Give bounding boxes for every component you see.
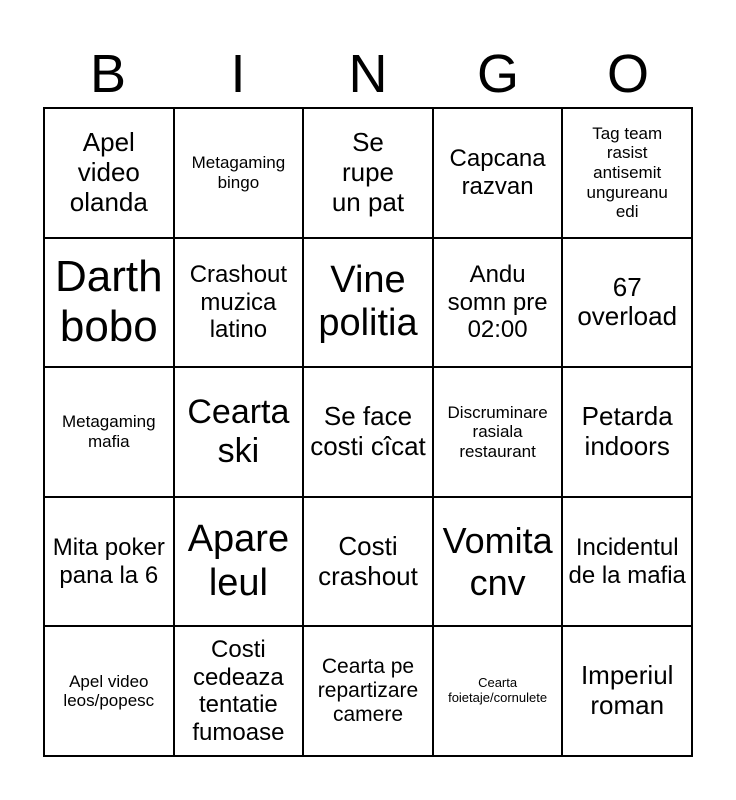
bingo-cell-r5c4[interactable]: [433, 626, 563, 756]
header-letter-g: G: [476, 44, 519, 104]
cell-label: Incidentul de la mafia: [568, 534, 686, 589]
header-letter-o: O: [606, 44, 649, 104]
header-letter-i: I: [230, 44, 246, 104]
cell-label: Se face costi cîcat: [310, 401, 426, 461]
cell-label: Vine politia: [318, 258, 418, 345]
bingo-cell-r2c3[interactable]: [303, 238, 433, 368]
cell-label: Apel video leos/popesc: [63, 671, 155, 711]
cell-label: Cearta ski: [187, 392, 290, 470]
bingo-cell-r4c5[interactable]: [562, 497, 692, 627]
bingo-cell-r1c3[interactable]: [303, 108, 433, 238]
cell-label: Darth bobo: [55, 251, 163, 352]
bingo-cell-r5c5[interactable]: [562, 626, 692, 756]
cell-label: Imperiul roman: [580, 660, 674, 721]
bingo-cell-r2c4[interactable]: [433, 238, 563, 368]
bingo-cell-r1c2[interactable]: [174, 108, 304, 238]
cell-label: 67 overload: [577, 271, 678, 332]
cell-label: Cearta foietaje/cornulete: [448, 675, 548, 706]
cell-label: Metagaming bingo: [191, 153, 286, 192]
bingo-cell-r4c2[interactable]: [174, 497, 304, 627]
header-letter-n: N: [348, 44, 388, 104]
bingo-cell-r1c4[interactable]: [433, 108, 563, 238]
bingo-cell-r2c1[interactable]: [44, 238, 174, 368]
cell-label: Crashout muzica latino: [189, 261, 288, 344]
cell-label: Costi crashout: [318, 530, 418, 591]
cell-label: Apel video olanda: [69, 126, 148, 217]
bingo-grid: [43, 107, 693, 757]
bingo-header: [43, 40, 693, 108]
header-letter-b: B: [89, 44, 127, 104]
bingo-cell-r4c4[interactable]: [433, 497, 563, 627]
bingo-cell-r5c1[interactable]: [44, 626, 174, 756]
bingo-cell-r2c2[interactable]: [174, 238, 304, 368]
cell-label: Discruminare rasiala restaurant: [447, 402, 548, 461]
bingo-cell-r3c2[interactable]: [174, 367, 304, 497]
cell-label: Petarda indoors: [581, 401, 673, 461]
bingo-cell-r5c2[interactable]: [174, 626, 304, 756]
bingo-cell-r3c3[interactable]: [303, 367, 433, 497]
bingo-cell-r1c1[interactable]: [44, 108, 174, 238]
cell-label: Apare leul: [187, 517, 290, 604]
cell-label: Metagaming mafia: [62, 412, 156, 451]
cell-label: Tag team rasist antisemit ungureanu edi: [586, 123, 668, 222]
cell-label: Mita poker pana la 6: [52, 534, 165, 589]
bingo-cell-r4c3[interactable]: [303, 497, 433, 627]
bingo-cell-r4c1[interactable]: [44, 497, 174, 627]
cell-label: Se rupe un pat: [331, 126, 405, 217]
cell-label: Vomita cnv: [442, 520, 553, 603]
cell-label: Cearta pe repartizare camere: [317, 654, 419, 727]
cell-label: Andu somn pre 02:00: [447, 261, 548, 344]
bingo-cell-r3c5[interactable]: [562, 367, 692, 497]
cell-label: Costi cedeaza tentatie fumoase: [192, 636, 285, 746]
bingo-cell-r2c5[interactable]: [562, 238, 692, 368]
bingo-cell-r3c1[interactable]: [44, 367, 174, 497]
cell-label: Capcana razvan: [449, 145, 546, 200]
bingo-cell-r3c4[interactable]: [433, 367, 563, 497]
bingo-cell-r1c5[interactable]: [562, 108, 692, 238]
bingo-cell-r5c3[interactable]: [303, 626, 433, 756]
